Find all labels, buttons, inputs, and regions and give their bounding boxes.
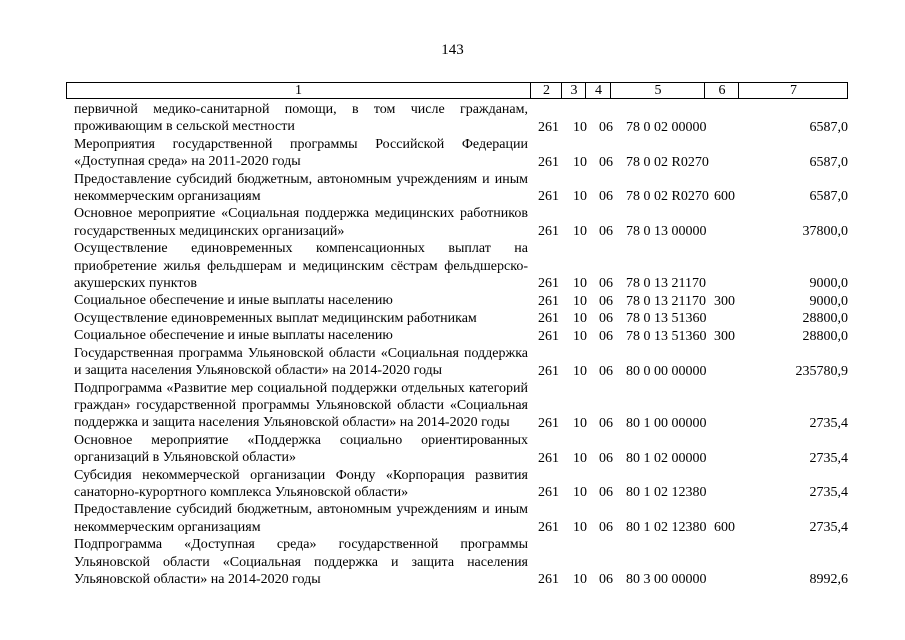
row-name: Субсидия некоммерческой организации Фонду «Корпорация развития санаторно-курортного комплекса Ульяновской области» xyxy=(74,467,528,500)
row-code-expense-type: 300 xyxy=(714,293,735,309)
row-code-target: 78 0 02 R0270 xyxy=(626,154,709,170)
row-code-target: 80 0 00 00000 xyxy=(626,363,707,379)
row-amount: 2735,4 xyxy=(809,450,848,466)
table-row xyxy=(74,501,854,536)
row-amount: 28800,0 xyxy=(802,311,848,327)
row-code-ministry: 261 xyxy=(538,293,559,309)
table-row xyxy=(74,205,854,240)
row-code-section: 10 xyxy=(573,520,587,536)
row-code-subsection: 06 xyxy=(599,572,613,588)
row-code-section: 10 xyxy=(573,363,587,379)
column-header-6: 6 xyxy=(704,83,739,98)
row-amount: 235780,9 xyxy=(795,363,848,379)
row-code-target: 78 0 13 51360 xyxy=(626,311,707,327)
table-row xyxy=(74,327,854,344)
row-code-target: 80 1 02 12380 xyxy=(626,485,707,501)
row-code-section: 10 xyxy=(573,154,587,170)
row-code-subsection: 06 xyxy=(599,224,613,240)
row-amount: 8992,6 xyxy=(809,572,848,588)
row-code-ministry: 261 xyxy=(538,415,559,431)
row-code-subsection: 06 xyxy=(599,415,613,431)
row-code-subsection: 06 xyxy=(599,119,613,135)
table-row xyxy=(74,467,854,502)
row-code-section: 10 xyxy=(573,415,587,431)
row-code-ministry: 261 xyxy=(538,450,559,466)
row-name: Осуществление единовременных компенсационных выплат на приобретение жилья фельдшерам и медицинским сёстрам фельдшерско-акушерских пунктов xyxy=(74,241,528,292)
row-code-target: 78 0 13 51360 xyxy=(626,328,707,344)
row-amount: 28800,0 xyxy=(802,328,848,344)
column-header-4: 4 xyxy=(585,83,611,98)
row-code-ministry: 261 xyxy=(538,572,559,588)
row-name: Государственная программа Ульяновской области «Социальная поддержка и защита населения Ульяновской области» на 2014-2020 годы xyxy=(74,345,528,379)
table-row xyxy=(74,432,854,467)
row-code-subsection: 06 xyxy=(599,450,613,466)
row-code-target: 78 0 13 21170 xyxy=(626,276,706,292)
row-code-ministry: 261 xyxy=(538,224,559,240)
table-row xyxy=(74,101,854,136)
page-number: 143 xyxy=(441,42,464,58)
table-row xyxy=(74,240,854,292)
row-name: Социальное обеспечение и иные выплаты населению xyxy=(74,328,393,344)
table-header xyxy=(66,82,848,99)
row-code-ministry: 261 xyxy=(538,363,559,379)
row-amount: 6587,0 xyxy=(809,154,848,170)
row-code-section: 10 xyxy=(573,224,587,240)
row-name: Предоставление субсидий бюджетным, автономным учреждениям и иным некоммерческим организациям xyxy=(74,171,528,205)
row-amount: 37800,0 xyxy=(802,224,848,240)
row-code-ministry: 261 xyxy=(538,189,559,205)
row-name: Мероприятия государственной программы Российской Федерации «Доступная среда» на 2011-2020 годы xyxy=(74,136,528,170)
table-row xyxy=(74,310,854,327)
row-code-ministry: 261 xyxy=(538,119,559,135)
row-amount: 6587,0 xyxy=(809,189,848,205)
column-header-7: 7 xyxy=(738,83,848,98)
column-header-5: 5 xyxy=(610,83,705,98)
row-code-subsection: 06 xyxy=(599,520,613,536)
row-code-target: 78 0 13 00000 xyxy=(626,224,707,240)
row-code-target: 78 0 13 21170 xyxy=(626,293,706,309)
row-code-subsection: 06 xyxy=(599,328,613,344)
row-code-expense-type: 300 xyxy=(714,328,735,344)
row-code-section: 10 xyxy=(573,276,587,292)
table-row xyxy=(74,292,854,309)
row-amount: 2735,4 xyxy=(809,415,848,431)
row-code-ministry: 261 xyxy=(538,328,559,344)
row-code-target: 80 1 02 12380 xyxy=(626,520,707,536)
row-code-subsection: 06 xyxy=(599,363,613,379)
row-code-ministry: 261 xyxy=(538,520,559,536)
row-name: Осуществление единовременных выплат медицинским работникам xyxy=(74,310,477,326)
table-body xyxy=(74,101,854,588)
row-code-ministry: 261 xyxy=(538,276,559,292)
row-code-section: 10 xyxy=(573,485,587,501)
row-code-section: 10 xyxy=(573,293,587,309)
row-code-subsection: 06 xyxy=(599,276,613,292)
row-code-section: 10 xyxy=(573,119,587,135)
row-code-subsection: 06 xyxy=(599,189,613,205)
row-name: Подпрограмма «Развитие мер социальной поддержки отдельных категорий граждан» государственной программы Ульяновской области «Социальная поддержка и защита населения Ульяновской области» на 2014-2020 годы xyxy=(74,380,528,431)
row-amount: 2735,4 xyxy=(809,485,848,501)
row-code-section: 10 xyxy=(573,311,587,327)
row-code-subsection: 06 xyxy=(599,293,613,309)
row-code-target: 78 0 02 00000 xyxy=(626,119,707,135)
row-code-expense-type: 600 xyxy=(714,520,735,536)
row-code-subsection: 06 xyxy=(599,154,613,170)
row-code-target: 80 1 02 00000 xyxy=(626,450,707,466)
row-code-ministry: 261 xyxy=(538,154,559,170)
table-row xyxy=(74,345,854,380)
row-code-section: 10 xyxy=(573,328,587,344)
table-row xyxy=(74,536,854,588)
row-code-subsection: 06 xyxy=(599,485,613,501)
row-amount: 6587,0 xyxy=(809,119,848,135)
table-row xyxy=(74,171,854,206)
row-code-target: 80 3 00 00000 xyxy=(626,572,707,588)
column-header-3: 3 xyxy=(561,83,586,98)
row-name: первичной медико-санитарной помощи, в том числе гражданам, проживающим в сельской местности xyxy=(74,102,528,135)
row-code-section: 10 xyxy=(573,189,587,205)
column-header-1: 1 xyxy=(295,83,302,98)
row-code-target: 78 0 02 R0270 xyxy=(626,189,709,205)
row-code-section: 10 xyxy=(573,572,587,588)
row-code-ministry: 261 xyxy=(538,311,559,327)
row-name: Предоставление субсидий бюджетным, автономным учреждениям и иным некоммерческим организациям xyxy=(74,502,528,535)
table-row xyxy=(74,136,854,171)
table-row xyxy=(74,380,854,432)
row-name: Основное мероприятие «Поддержка социально ориентированных организаций в Ульяновской области» xyxy=(74,432,528,466)
row-code-ministry: 261 xyxy=(538,485,559,501)
row-name: Социальное обеспечение и иные выплаты населению xyxy=(74,293,393,309)
row-amount: 2735,4 xyxy=(809,520,848,536)
row-name: Подпрограмма «Доступная среда» государственной программы Ульяновской области «Социальная поддержка и защита населения Ульяновской области» на 2014-2020 годы xyxy=(74,537,528,587)
row-code-subsection: 06 xyxy=(599,311,613,327)
row-name: Основное мероприятие «Социальная поддержка медицинских работников государственных медицинских организаций» xyxy=(74,206,528,239)
row-code-target: 80 1 00 00000 xyxy=(626,415,707,431)
column-header-2: 2 xyxy=(530,83,562,98)
row-amount: 9000,0 xyxy=(809,276,848,292)
row-code-expense-type: 600 xyxy=(714,189,735,205)
row-code-section: 10 xyxy=(573,450,587,466)
row-amount: 9000,0 xyxy=(809,293,848,309)
